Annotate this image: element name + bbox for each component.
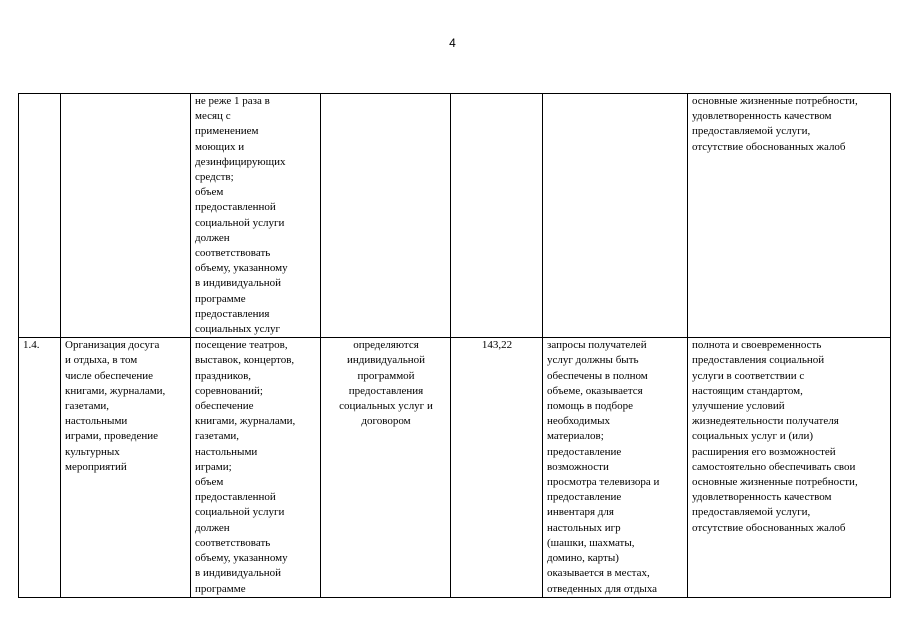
cell-service-content (191, 94, 321, 338)
text-line: культурных (65, 445, 120, 458)
cell-service-content (191, 338, 321, 597)
text-line: социальных услуг и (или) (692, 430, 814, 443)
text-line: средств; (195, 171, 234, 184)
page-number: 4 (449, 36, 456, 50)
text-line: услуги в соответствии с (692, 369, 805, 382)
text-line: настольными (65, 415, 128, 428)
text-line: объеме, оказывается (547, 384, 643, 397)
text-line: книгами, журналами, (65, 384, 166, 397)
services-table (18, 93, 891, 598)
text-line: Организация досуга (65, 339, 160, 352)
text-line: предоставления социальной (692, 354, 825, 367)
text-line: играми, проведение (65, 430, 159, 443)
text-line: отведенных для отдыха (547, 582, 658, 595)
text-line: возможности (547, 460, 609, 473)
table-row (19, 338, 891, 597)
cell-service-terms (321, 94, 451, 338)
text-line: месяц с (195, 110, 231, 123)
text-line: предоставленной (195, 491, 276, 504)
text-line: объему, указанному (195, 262, 288, 275)
text-line: определяются (353, 339, 419, 352)
text-line: и отдыха, в том (65, 354, 138, 367)
text-line: посещение театров, (195, 339, 288, 352)
text-line: настольными (195, 445, 258, 458)
text-line: запросы получателей (547, 339, 647, 352)
text-line: (шашки, шахматы, (547, 536, 635, 549)
text-line: мероприятий (65, 460, 127, 473)
text-line: моющих и (195, 140, 245, 153)
text-line: расширения его возможностей (692, 445, 836, 458)
text-line: инвентаря для (547, 506, 614, 519)
cell-quality-indicators (688, 338, 891, 597)
cell-tariff (451, 94, 543, 338)
text-line: социальной услуги (195, 506, 285, 519)
text-line: объему, указанному (195, 552, 288, 565)
table-row (19, 94, 891, 338)
text-line: необходимых (547, 415, 611, 428)
text-line: индивидуальной (346, 354, 426, 367)
cell-service-name (61, 338, 191, 597)
text-line: объем (195, 186, 224, 199)
text-line: программе (195, 582, 246, 595)
text-line: социальных услуг и (339, 400, 433, 413)
text-line: в индивидуальной (195, 277, 281, 290)
text-line: книгами, журналами, (195, 415, 296, 428)
text-line: числе обеспечение (65, 369, 153, 382)
text-line: материалов; (547, 430, 604, 443)
text-line: объем (195, 476, 224, 489)
text-line: дезинфицирующих (195, 155, 286, 168)
text-line: предоставление (547, 491, 622, 504)
text-line: программой (357, 369, 415, 382)
cell-quality-indicators (688, 94, 891, 338)
text-line: обеспечение (195, 400, 254, 413)
text-line: настоящим стандартом, (692, 384, 803, 397)
text-line: основные жизненные потребности, (692, 95, 858, 107)
text-line: полнота и своевременность (692, 339, 822, 352)
text-line: газетами, (65, 400, 110, 413)
text-line: соответствовать (195, 247, 271, 260)
text-line: соответствовать (195, 536, 271, 549)
text-line: программе (195, 292, 246, 305)
cell-service-standard (543, 338, 688, 597)
text-line: должен (195, 521, 230, 534)
text-line: предоставляемой услуги, (692, 125, 811, 138)
cell-tariff: 143,22 (451, 338, 543, 597)
text-line: обеспечены в полном (547, 369, 648, 382)
text-line: настольных игр (547, 521, 621, 534)
text-line: оказывается в местах, (547, 567, 650, 580)
text-line: основные жизненные потребности, (692, 476, 858, 489)
cell-number: 1.4. (19, 338, 61, 597)
text-line: выставок, концертов, (195, 354, 295, 367)
cell-service-standard (543, 94, 688, 338)
text-line: предоставление (547, 445, 622, 458)
text-line: не реже 1 раза в (195, 95, 270, 107)
cell-service-terms (321, 338, 451, 597)
cell-number (19, 94, 61, 338)
text-line: удовлетворенность качеством (692, 110, 832, 123)
text-line: соревнований; (195, 384, 263, 397)
text-line: самостоятельно обеспечивать свои (692, 460, 856, 473)
text-line: отсутствие обоснованных жалоб (692, 140, 846, 153)
text-line: удовлетворенность качеством (692, 491, 832, 504)
text-line: предоставления (195, 307, 270, 320)
text-line: социальных услуг (195, 323, 281, 336)
text-line: жизнедеятельности получателя (692, 415, 839, 428)
text-line: домино, карты) (547, 552, 619, 565)
text-line: предоставляемой услуги, (692, 506, 811, 519)
text-line: социальной услуги (195, 216, 285, 229)
cell-service-name (61, 94, 191, 338)
text-line: должен (195, 231, 230, 244)
text-line: праздников, (195, 369, 252, 382)
text-line: играми; (195, 460, 232, 473)
text-line: улучшение условий (692, 400, 785, 413)
text-line: услуг должны быть (547, 354, 639, 367)
text-line: предоставленной (195, 201, 276, 214)
text-line: договором (361, 415, 411, 428)
text-line: помощь в подборе (547, 400, 633, 413)
text-line: отсутствие обоснованных жалоб (692, 521, 846, 534)
text-line: применением (195, 125, 259, 138)
text-line: газетами, (195, 430, 240, 443)
text-line: просмотра телевизора и (547, 476, 660, 489)
text-line: в индивидуальной (195, 567, 281, 580)
text-line: предоставления (348, 384, 424, 397)
